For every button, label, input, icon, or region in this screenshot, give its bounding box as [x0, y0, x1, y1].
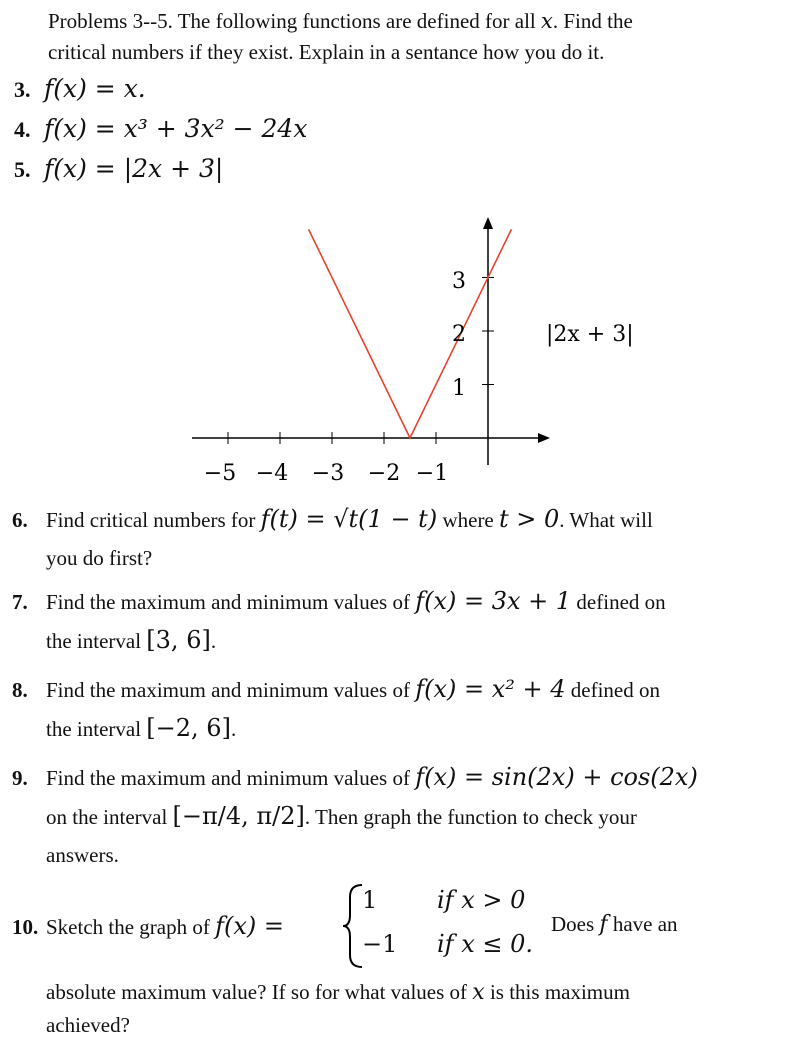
p10-f: f	[599, 912, 608, 937]
problem-number: 7.	[12, 590, 28, 614]
p10-text-c: have an	[607, 912, 678, 936]
p7-text-d: .	[210, 629, 217, 653]
p10-case2-value: −1	[362, 930, 398, 958]
x-tick-label: −2	[367, 461, 401, 486]
p10-case1-condition: if x > 0	[437, 886, 526, 914]
problem-6	[12, 500, 782, 577]
problem-expression: f(x) = x.	[44, 74, 146, 103]
problem-3	[14, 74, 146, 103]
y-axis-arrow	[483, 217, 493, 229]
x-tick-label: −1	[415, 461, 449, 486]
p10-case2-condition: if x ≤ 0.	[437, 930, 533, 958]
problem-number: 10.	[12, 915, 39, 939]
p7-line2	[12, 621, 782, 660]
p7-text-c: the interval	[46, 629, 147, 653]
p10-text-b: Does	[551, 912, 600, 936]
p6-text-b: where	[437, 508, 500, 532]
intro-line1: Problems 3--5. The following functions are defined for all	[48, 9, 541, 33]
abs-curve-line	[309, 229, 512, 438]
p6-line2: you do first?	[46, 546, 153, 570]
p8-line2	[12, 709, 782, 748]
p7-text-a: Find the maximum and minimum values of	[46, 590, 416, 614]
problem-9	[12, 758, 782, 874]
p9-text-a: Find the maximum and minimum values of	[46, 766, 416, 790]
problem-expression: f(x) = x³ + 3x² − 24x	[44, 114, 308, 143]
problem-number: 3.	[14, 77, 31, 102]
p6-text-a: Find critical numbers for	[46, 508, 261, 532]
p10-line3: achieved?	[46, 1013, 130, 1037]
intro-text	[48, 6, 768, 68]
p9-interval: [−π/4, π/2]	[172, 802, 305, 830]
p10-text-a: Sketch the graph of	[46, 915, 216, 939]
y-tick-label: 2	[452, 322, 466, 347]
p7-expression: f(x) = 3x + 1	[415, 587, 572, 615]
p8-text-b: defined on	[565, 678, 661, 702]
p9-text-b: on the interval	[46, 805, 173, 829]
problem-number: 9.	[12, 766, 28, 790]
y-tick-label: 3	[452, 269, 466, 294]
p6-text-c: . What will	[559, 508, 653, 532]
p10-line2b: is this maximum	[484, 980, 630, 1004]
problem-number: 8.	[12, 678, 28, 702]
x-axis-arrow	[538, 433, 550, 443]
problem-number: 6.	[12, 508, 28, 532]
p10-line1-right	[551, 912, 678, 937]
p9-line2	[12, 797, 782, 836]
x-tick-label: −4	[255, 461, 289, 486]
problem-number: 5.	[14, 157, 31, 182]
problem-4	[14, 114, 307, 143]
p6-expression: f(t) = √t(1 − t)	[260, 505, 438, 533]
p8-text-a: Find the maximum and minimum values of	[46, 678, 416, 702]
p9-line3: answers.	[46, 843, 119, 867]
p9-expression: f(x) = sin(2x) + cos(2x)	[415, 763, 698, 791]
p10-line1-left	[12, 912, 284, 940]
problem-7	[12, 582, 782, 660]
problem-number: 4.	[14, 117, 31, 142]
p7-text-b: defined on	[571, 590, 666, 614]
y-tick-label: 1	[452, 376, 466, 401]
intro-var: x	[541, 9, 553, 33]
p8-expression: f(x) = x² + 4	[415, 675, 566, 703]
p7-interval: [3, 6]	[146, 626, 211, 654]
problem-10	[0, 880, 790, 1040]
p10-x: x	[472, 980, 485, 1005]
p10-continuation	[46, 976, 630, 1041]
x-tick-label: −3	[311, 461, 345, 486]
x-tick-label: −5	[203, 461, 237, 486]
p8-interval: [−2, 6]	[146, 714, 231, 742]
p10-fx: f(x) =	[215, 912, 285, 940]
p10-line2a: absolute maximum value? If so for what values of	[46, 980, 473, 1004]
p8-text-c: the interval	[46, 717, 147, 741]
intro-line1b: . Find the	[552, 9, 633, 33]
problem-5	[14, 154, 223, 183]
p8-text-d: .	[230, 717, 237, 741]
absolute-value-graph	[180, 205, 634, 495]
problem-8	[12, 670, 782, 748]
p6-condition: t > 0	[499, 505, 560, 533]
problem-expression: f(x) = |2x + 3|	[44, 154, 224, 183]
p9-text-c: . Then graph the function to check your	[304, 805, 637, 829]
intro-line2: critical numbers if they exist. Explain in a sentance how you do it.	[48, 40, 605, 64]
curve-label: |2x + 3|	[546, 322, 634, 347]
p10-case1-value: 1	[362, 886, 378, 914]
